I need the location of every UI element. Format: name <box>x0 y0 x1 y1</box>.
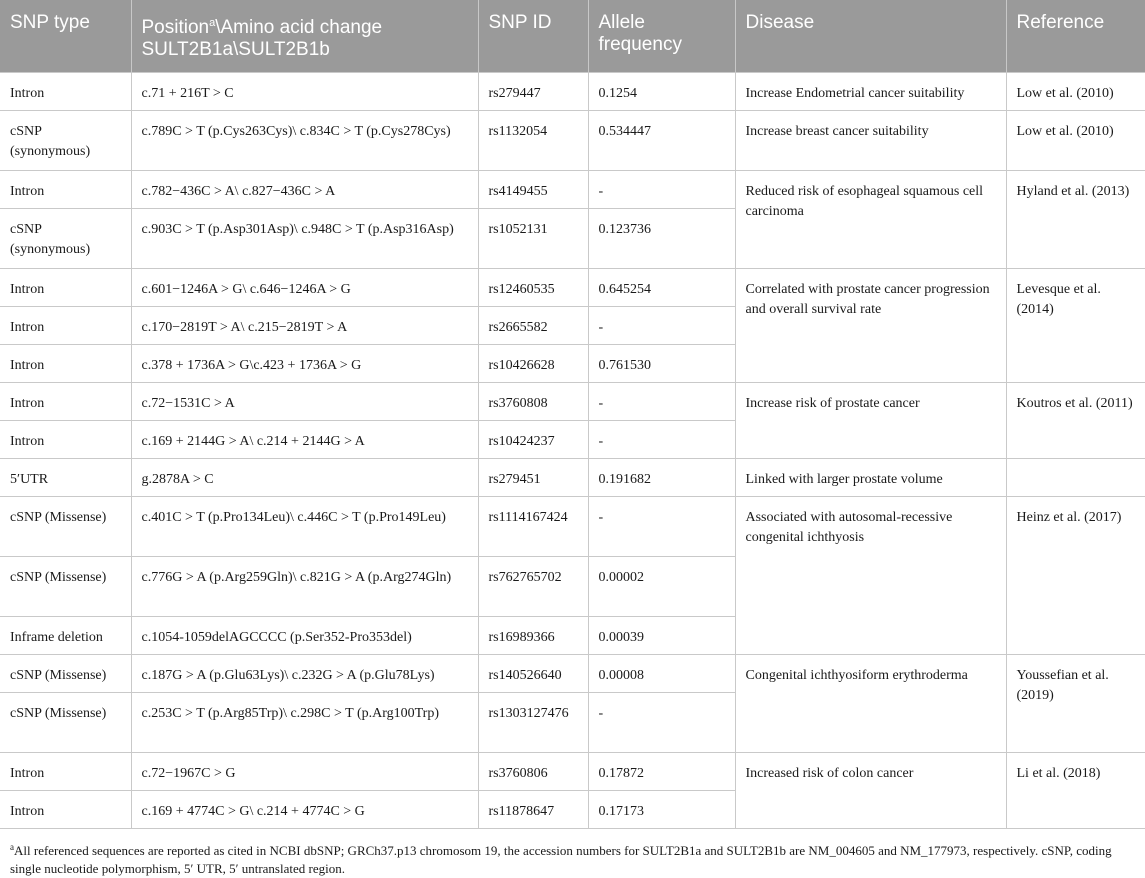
cell-allele-frequency: 0.17173 <box>588 791 735 829</box>
cell-snp-id: rs3760806 <box>478 753 588 791</box>
cell-allele-frequency: - <box>588 383 735 421</box>
cell-reference: Low et al. (2010) <box>1006 111 1145 171</box>
header-disease: Disease <box>735 0 1006 73</box>
cell-snp-type: Intron <box>0 421 131 459</box>
cell-snp-type: cSNP (synonymous) <box>0 209 131 269</box>
cell-disease: Associated with autosomal-recessive congenital ichthyosis <box>735 497 1006 655</box>
cell-position: c.903C > T (p.Asp301Asp)\ c.948C > T (p.Asp316Asp) <box>131 209 478 269</box>
cell-position: c.71 + 216T > C <box>131 73 478 111</box>
cell-position: c.401C > T (p.Pro134Leu)\ c.446C > T (p.Pro149Leu) <box>131 497 478 557</box>
cell-position: c.1054-1059delAGCCCC (p.Ser352-Pro353del) <box>131 617 478 655</box>
header-snp-type: SNP type <box>0 0 131 73</box>
cell-position: c.782−436C > A\ c.827−436C > A <box>131 171 478 209</box>
cell-disease: Increase risk of prostate cancer <box>735 383 1006 459</box>
cell-position: c.187G > A (p.Glu63Lys)\ c.232G > A (p.Glu78Lys) <box>131 655 478 693</box>
table-header-row <box>0 0 1145 73</box>
cell-position: c.789C > T (p.Cys263Cys)\ c.834C > T (p.Cys278Cys) <box>131 111 478 171</box>
cell-snp-id: rs3760808 <box>478 383 588 421</box>
table-row <box>0 111 1145 171</box>
cell-allele-frequency: - <box>588 307 735 345</box>
cell-reference: Youssefian et al. (2019) <box>1006 655 1145 753</box>
cell-allele-frequency: 0.00008 <box>588 655 735 693</box>
cell-snp-type: 5′UTR <box>0 459 131 497</box>
cell-snp-type: cSNP (synonymous) <box>0 111 131 171</box>
cell-position: c.72−1531C > A <box>131 383 478 421</box>
header-position <box>131 0 478 73</box>
cell-snp-id: rs16989366 <box>478 617 588 655</box>
cell-snp-id: rs1052131 <box>478 209 588 269</box>
cell-snp-type: Intron <box>0 791 131 829</box>
cell-reference: Low et al. (2010) <box>1006 73 1145 111</box>
cell-snp-type: Intron <box>0 171 131 209</box>
cell-snp-type: Intron <box>0 345 131 383</box>
cell-snp-id: rs4149455 <box>478 171 588 209</box>
cell-position: c.169 + 2144G > A\ c.214 + 2144G > A <box>131 421 478 459</box>
table-row <box>0 171 1145 209</box>
cell-allele-frequency: - <box>588 497 735 557</box>
cell-allele-frequency: 0.1254 <box>588 73 735 111</box>
cell-snp-type: cSNP (Missense) <box>0 693 131 753</box>
cell-allele-frequency: - <box>588 421 735 459</box>
cell-snp-type: Intron <box>0 307 131 345</box>
cell-position: c.170−2819T > A\ c.215−2819T > A <box>131 307 478 345</box>
cell-disease: Reduced risk of esophageal squamous cell carcinoma <box>735 171 1006 269</box>
cell-allele-frequency: 0.00002 <box>588 557 735 617</box>
cell-snp-type: Intron <box>0 753 131 791</box>
cell-reference: Heinz et al. (2017) <box>1006 497 1145 655</box>
cell-disease: Congenital ichthyosiform erythroderma <box>735 655 1006 753</box>
cell-position: c.72−1967C > G <box>131 753 478 791</box>
footnote-text: All referenced sequences are reported as cited in NCBI dbSNP; GRCh37.p13 chromosom 19, the accession numbers for SULT2B1a and SULT2B1b are NM_004605 and NM_177973, respectively. cSNP, coding single nucleotide polymorphism, 5′ UTR, 5′ untranslated region. <box>10 843 1112 876</box>
cell-allele-frequency: 0.123736 <box>588 209 735 269</box>
cell-position: c.601−1246A > G\ c.646−1246A > G <box>131 269 478 307</box>
header-amino-acid-label: \Amino acid change SULT2B1a\SULT2B1b <box>141 17 383 60</box>
cell-allele-frequency: 0.645254 <box>588 269 735 307</box>
header-reference: Reference <box>1006 0 1145 73</box>
cell-position: g.2878A > C <box>131 459 478 497</box>
cell-snp-id: rs279451 <box>478 459 588 497</box>
table-footnote <box>10 838 1135 878</box>
cell-disease: Increase Endometrial cancer suitability <box>735 73 1006 111</box>
header-snp-id: SNP ID <box>478 0 588 73</box>
cell-snp-type: Intron <box>0 269 131 307</box>
cell-position: c.169 + 4774C > G\ c.214 + 4774C > G <box>131 791 478 829</box>
cell-snp-type: Inframe deletion <box>0 617 131 655</box>
cell-snp-id: rs762765702 <box>478 557 588 617</box>
cell-disease: Correlated with prostate cancer progression and overall survival rate <box>735 269 1006 383</box>
cell-reference: Koutros et al. (2011) <box>1006 383 1145 459</box>
cell-snp-id: rs10426628 <box>478 345 588 383</box>
cell-reference: Hyland et al. (2013) <box>1006 171 1145 269</box>
cell-snp-type: Intron <box>0 73 131 111</box>
cell-position: c.776G > A (p.Arg259Gln)\ c.821G > A (p.Arg274Gln) <box>131 557 478 617</box>
footnote-marker: a <box>10 842 14 852</box>
cell-snp-id: rs12460535 <box>478 269 588 307</box>
cell-disease: Linked with larger prostate volume <box>735 459 1006 497</box>
cell-snp-id: rs11878647 <box>478 791 588 829</box>
table-row <box>0 383 1145 421</box>
cell-snp-id: rs279447 <box>478 73 588 111</box>
table-row <box>0 497 1145 557</box>
header-position-label: Position <box>141 17 210 38</box>
cell-position: c.378 + 1736A > G\c.423 + 1736A > G <box>131 345 478 383</box>
table-row <box>0 73 1145 111</box>
header-allele-frequency: Allele frequency <box>588 0 735 73</box>
cell-snp-id: rs2665582 <box>478 307 588 345</box>
cell-disease: Increased risk of colon cancer <box>735 753 1006 829</box>
header-position-footnote-marker: a <box>209 17 216 29</box>
cell-snp-type: cSNP (Missense) <box>0 497 131 557</box>
cell-position: c.253C > T (p.Arg85Trp)\ c.298C > T (p.Arg100Trp) <box>131 693 478 753</box>
cell-allele-frequency: 0.761530 <box>588 345 735 383</box>
table-row <box>0 655 1145 693</box>
cell-allele-frequency: - <box>588 693 735 753</box>
cell-snp-type: cSNP (Missense) <box>0 655 131 693</box>
cell-snp-id: rs1132054 <box>478 111 588 171</box>
cell-allele-frequency: 0.191682 <box>588 459 735 497</box>
cell-snp-id: rs10424237 <box>478 421 588 459</box>
cell-snp-id: rs1303127476 <box>478 693 588 753</box>
cell-snp-type: cSNP (Missense) <box>0 557 131 617</box>
cell-disease: Increase breast cancer suitability <box>735 111 1006 171</box>
table-row <box>0 753 1145 791</box>
cell-snp-type: Intron <box>0 383 131 421</box>
cell-reference: Levesque et al. (2014) <box>1006 269 1145 383</box>
cell-snp-id: rs1114167424 <box>478 497 588 557</box>
cell-allele-frequency: 0.534447 <box>588 111 735 171</box>
cell-allele-frequency: - <box>588 171 735 209</box>
cell-reference <box>1006 459 1145 497</box>
table-row <box>0 269 1145 307</box>
table-row <box>0 459 1145 497</box>
cell-allele-frequency: 0.17872 <box>588 753 735 791</box>
cell-snp-id: rs140526640 <box>478 655 588 693</box>
cell-allele-frequency: 0.00039 <box>588 617 735 655</box>
cell-reference: Li et al. (2018) <box>1006 753 1145 829</box>
